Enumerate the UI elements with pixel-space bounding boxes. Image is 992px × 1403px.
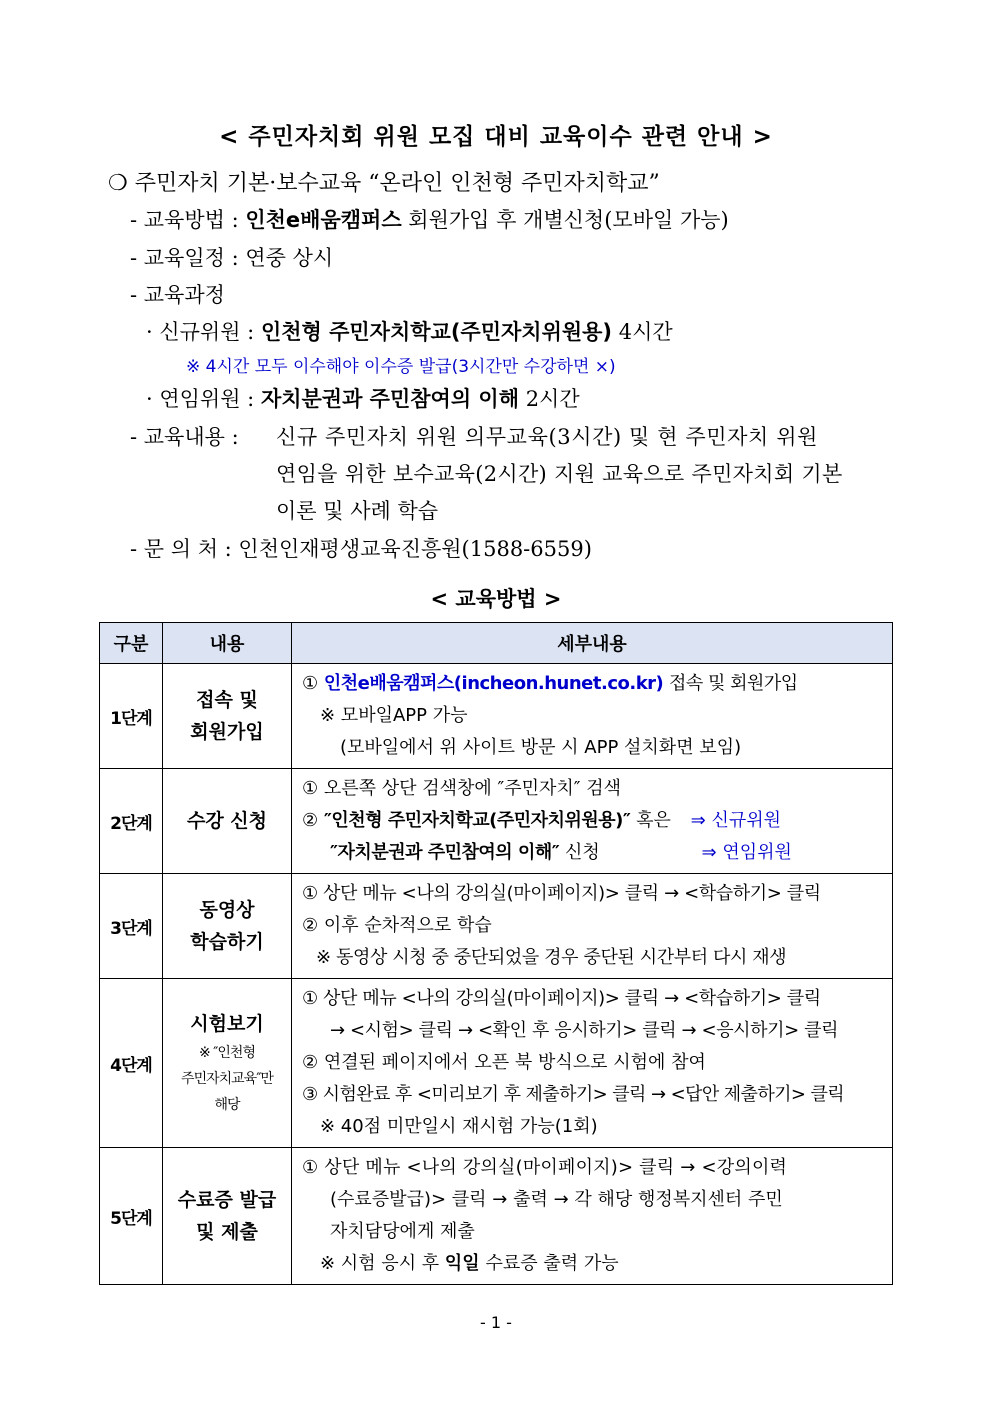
num-1: ① <box>302 673 319 694</box>
content-3-line-2: 학습하기 <box>190 931 264 953</box>
detail-2-course-1: ″인천형 주민자치학교(주민자치위원용)″ <box>323 810 631 831</box>
detail-4-line-1: ① 상단 메뉴 <나의 강의실(마이페이지)> 클릭 → <학습하기> 클릭 <box>302 988 821 1009</box>
new-member-note: ※ 4시간 모두 이수해야 이수증 발급(3시간만 수강하면 ×) <box>186 357 616 377</box>
content-1 <box>163 664 292 769</box>
detail-5-line-4 <box>302 1248 884 1280</box>
method-table <box>99 622 893 1285</box>
contact-line: - 문 의 처 : 인천인재평생교육진흥원(1588-6559) <box>130 537 592 561</box>
content-3 <box>163 874 292 979</box>
method-subtitle: < 교육방법 > <box>430 587 562 611</box>
content-5-line-2: 및 제출 <box>196 1221 258 1243</box>
detail-2-line-2 <box>302 805 884 837</box>
page-number: - 1 - <box>480 1313 512 1332</box>
content-2: 수강 신청 <box>163 769 292 874</box>
detail-2-apply: 신청 <box>565 842 600 863</box>
table-row <box>100 769 893 874</box>
content-line-2: 연임을 위한 보수교육(2시간) 지원 교육으로 주민자치회 기본 <box>276 462 843 486</box>
table-row <box>100 1148 893 1285</box>
detail-5-note-c: 수료증 출력 가능 <box>485 1253 619 1274</box>
detail-3 <box>292 874 893 979</box>
new-member-label: · 신규위원 : <box>146 320 255 344</box>
header-detail: 세부내용 <box>292 623 893 664</box>
detail-1-line-2: ※ 모바일APP 가능 <box>320 705 468 726</box>
step-2: 2단계 <box>100 769 163 874</box>
section-heading-text: 주민자치 기본·보수교육 “온라인 인천형 주민자치학교” <box>134 171 660 196</box>
detail-2 <box>292 769 893 874</box>
campus-link[interactable]: 인천e배움캠퍼스(incheon.hunet.co.kr) <box>323 673 664 694</box>
re-member-arrow: ⇒ 연임위원 <box>701 842 792 863</box>
method-rest: 회원가입 후 개별신청(모바일 가능) <box>408 208 729 232</box>
content-label: - 교육내용 : <box>130 425 239 449</box>
content-4-note-3: 해당 <box>214 1097 240 1113</box>
detail-1-rest: 접속 및 회원가입 <box>669 673 798 694</box>
method-label: - 교육방법 : <box>130 208 239 232</box>
detail-1-line-3: (모바일에서 위 사이트 방문 시 APP 설치화면 보임) <box>340 737 742 758</box>
re-member-course: 자치분권과 주민참여의 이해 <box>260 387 519 411</box>
detail-3-line-1: ① 상단 메뉴 <나의 강의실(마이페이지)> 클릭 → <학습하기> 클릭 <box>302 883 821 904</box>
detail-3-line-3: ※ 동영상 시청 중 중단되었을 경우 중단된 시간부터 다시 재생 <box>316 947 787 968</box>
section-heading <box>108 166 660 197</box>
new-member-line <box>146 316 673 346</box>
table-row <box>100 874 893 979</box>
detail-4-line-5: ※ 40점 미만일시 재시험 가능(1회) <box>320 1116 598 1137</box>
detail-5-note-b: 익일 <box>444 1253 480 1274</box>
content-3-line-1: 동영상 <box>199 899 255 921</box>
re-member-hours: 2시간 <box>525 387 580 411</box>
header-content: 내용 <box>163 623 292 664</box>
detail-5-line-2: (수료증발급)> 클릭 → 출력 → 각 해당 행정복지센터 주민 <box>330 1189 783 1210</box>
detail-2-course-2: ″자치분권과 주민참여의 이해″ <box>330 842 560 863</box>
content-1-line-2: 회원가입 <box>190 721 264 743</box>
method-campus: 인천e배움캠퍼스 <box>245 208 402 232</box>
course-line: - 교육과정 <box>130 283 225 307</box>
content-line-1: 신규 주민자치 위원 의무교육(3시간) 및 현 주민자치 위원 <box>276 425 818 449</box>
detail-1 <box>292 664 893 769</box>
page-title: < 주민자치회 위원 모집 대비 교육이수 관련 안내 > <box>219 124 773 150</box>
detail-5 <box>292 1148 893 1285</box>
detail-2-line-3 <box>302 837 884 869</box>
circle-bullet-icon: ❍ <box>108 171 128 196</box>
table-header-row <box>100 623 893 664</box>
content-5-line-1: 수료증 발급 <box>177 1189 277 1211</box>
detail-4-line-2: → <시험> 클릭 → <확인 후 응시하기> 클릭 → <응시하기> 클릭 <box>330 1020 839 1041</box>
content-line-3: 이론 및 사례 학습 <box>276 499 439 523</box>
method-line <box>130 204 729 234</box>
content-4-title: 시험보기 <box>190 1013 264 1035</box>
detail-2-or: 혹은 <box>636 810 671 831</box>
detail-4-line-3: ② 연결된 페이지에서 오픈 북 방식으로 시험에 참여 <box>302 1052 706 1073</box>
new-member-arrow: ⇒ 신규위원 <box>690 810 781 831</box>
step-4: 4단계 <box>100 979 163 1148</box>
header-step: 구분 <box>100 623 163 664</box>
detail-5-line-1: ① 상단 메뉴 <나의 강의실(마이페이지)> 클릭 → <강의이력 <box>302 1157 788 1178</box>
detail-3-line-2: ② 이후 순차적으로 학습 <box>302 915 492 936</box>
content-4-note-1: ※ ″인천형 <box>199 1045 255 1061</box>
table-row <box>100 979 893 1148</box>
detail-2-line-1: ① 오른쪽 상단 검색창에 ″주민자치″ 검색 <box>302 778 622 799</box>
table-row <box>100 664 893 769</box>
re-member-line <box>146 383 580 413</box>
detail-4 <box>292 979 893 1148</box>
re-member-label: · 연임위원 : <box>146 387 255 411</box>
content-4-note-2: 주민자치교육″만 <box>181 1071 273 1087</box>
new-member-course: 인천형 주민자치학교(주민자치위원용) <box>260 320 613 344</box>
step-1: 1단계 <box>100 664 163 769</box>
num-2: ② <box>302 810 319 831</box>
step-5: 5단계 <box>100 1148 163 1285</box>
step-3: 3단계 <box>100 874 163 979</box>
schedule-line: - 교육일정 : 연중 상시 <box>130 246 334 270</box>
detail-5-line-3: 자치담당에게 제출 <box>330 1221 475 1242</box>
content-5 <box>163 1148 292 1285</box>
detail-5-note-a: ※ 시험 응시 후 <box>320 1253 440 1274</box>
detail-4-line-4: ③ 시험완료 후 <미리보기 후 제출하기> 클릭 → <답안 제출하기> 클릭 <box>302 1084 845 1105</box>
content-4 <box>163 979 292 1148</box>
content-1-line-1: 접속 및 <box>196 689 258 711</box>
new-member-hours: 4시간 <box>618 320 673 344</box>
detail-1-line-1 <box>302 668 884 700</box>
